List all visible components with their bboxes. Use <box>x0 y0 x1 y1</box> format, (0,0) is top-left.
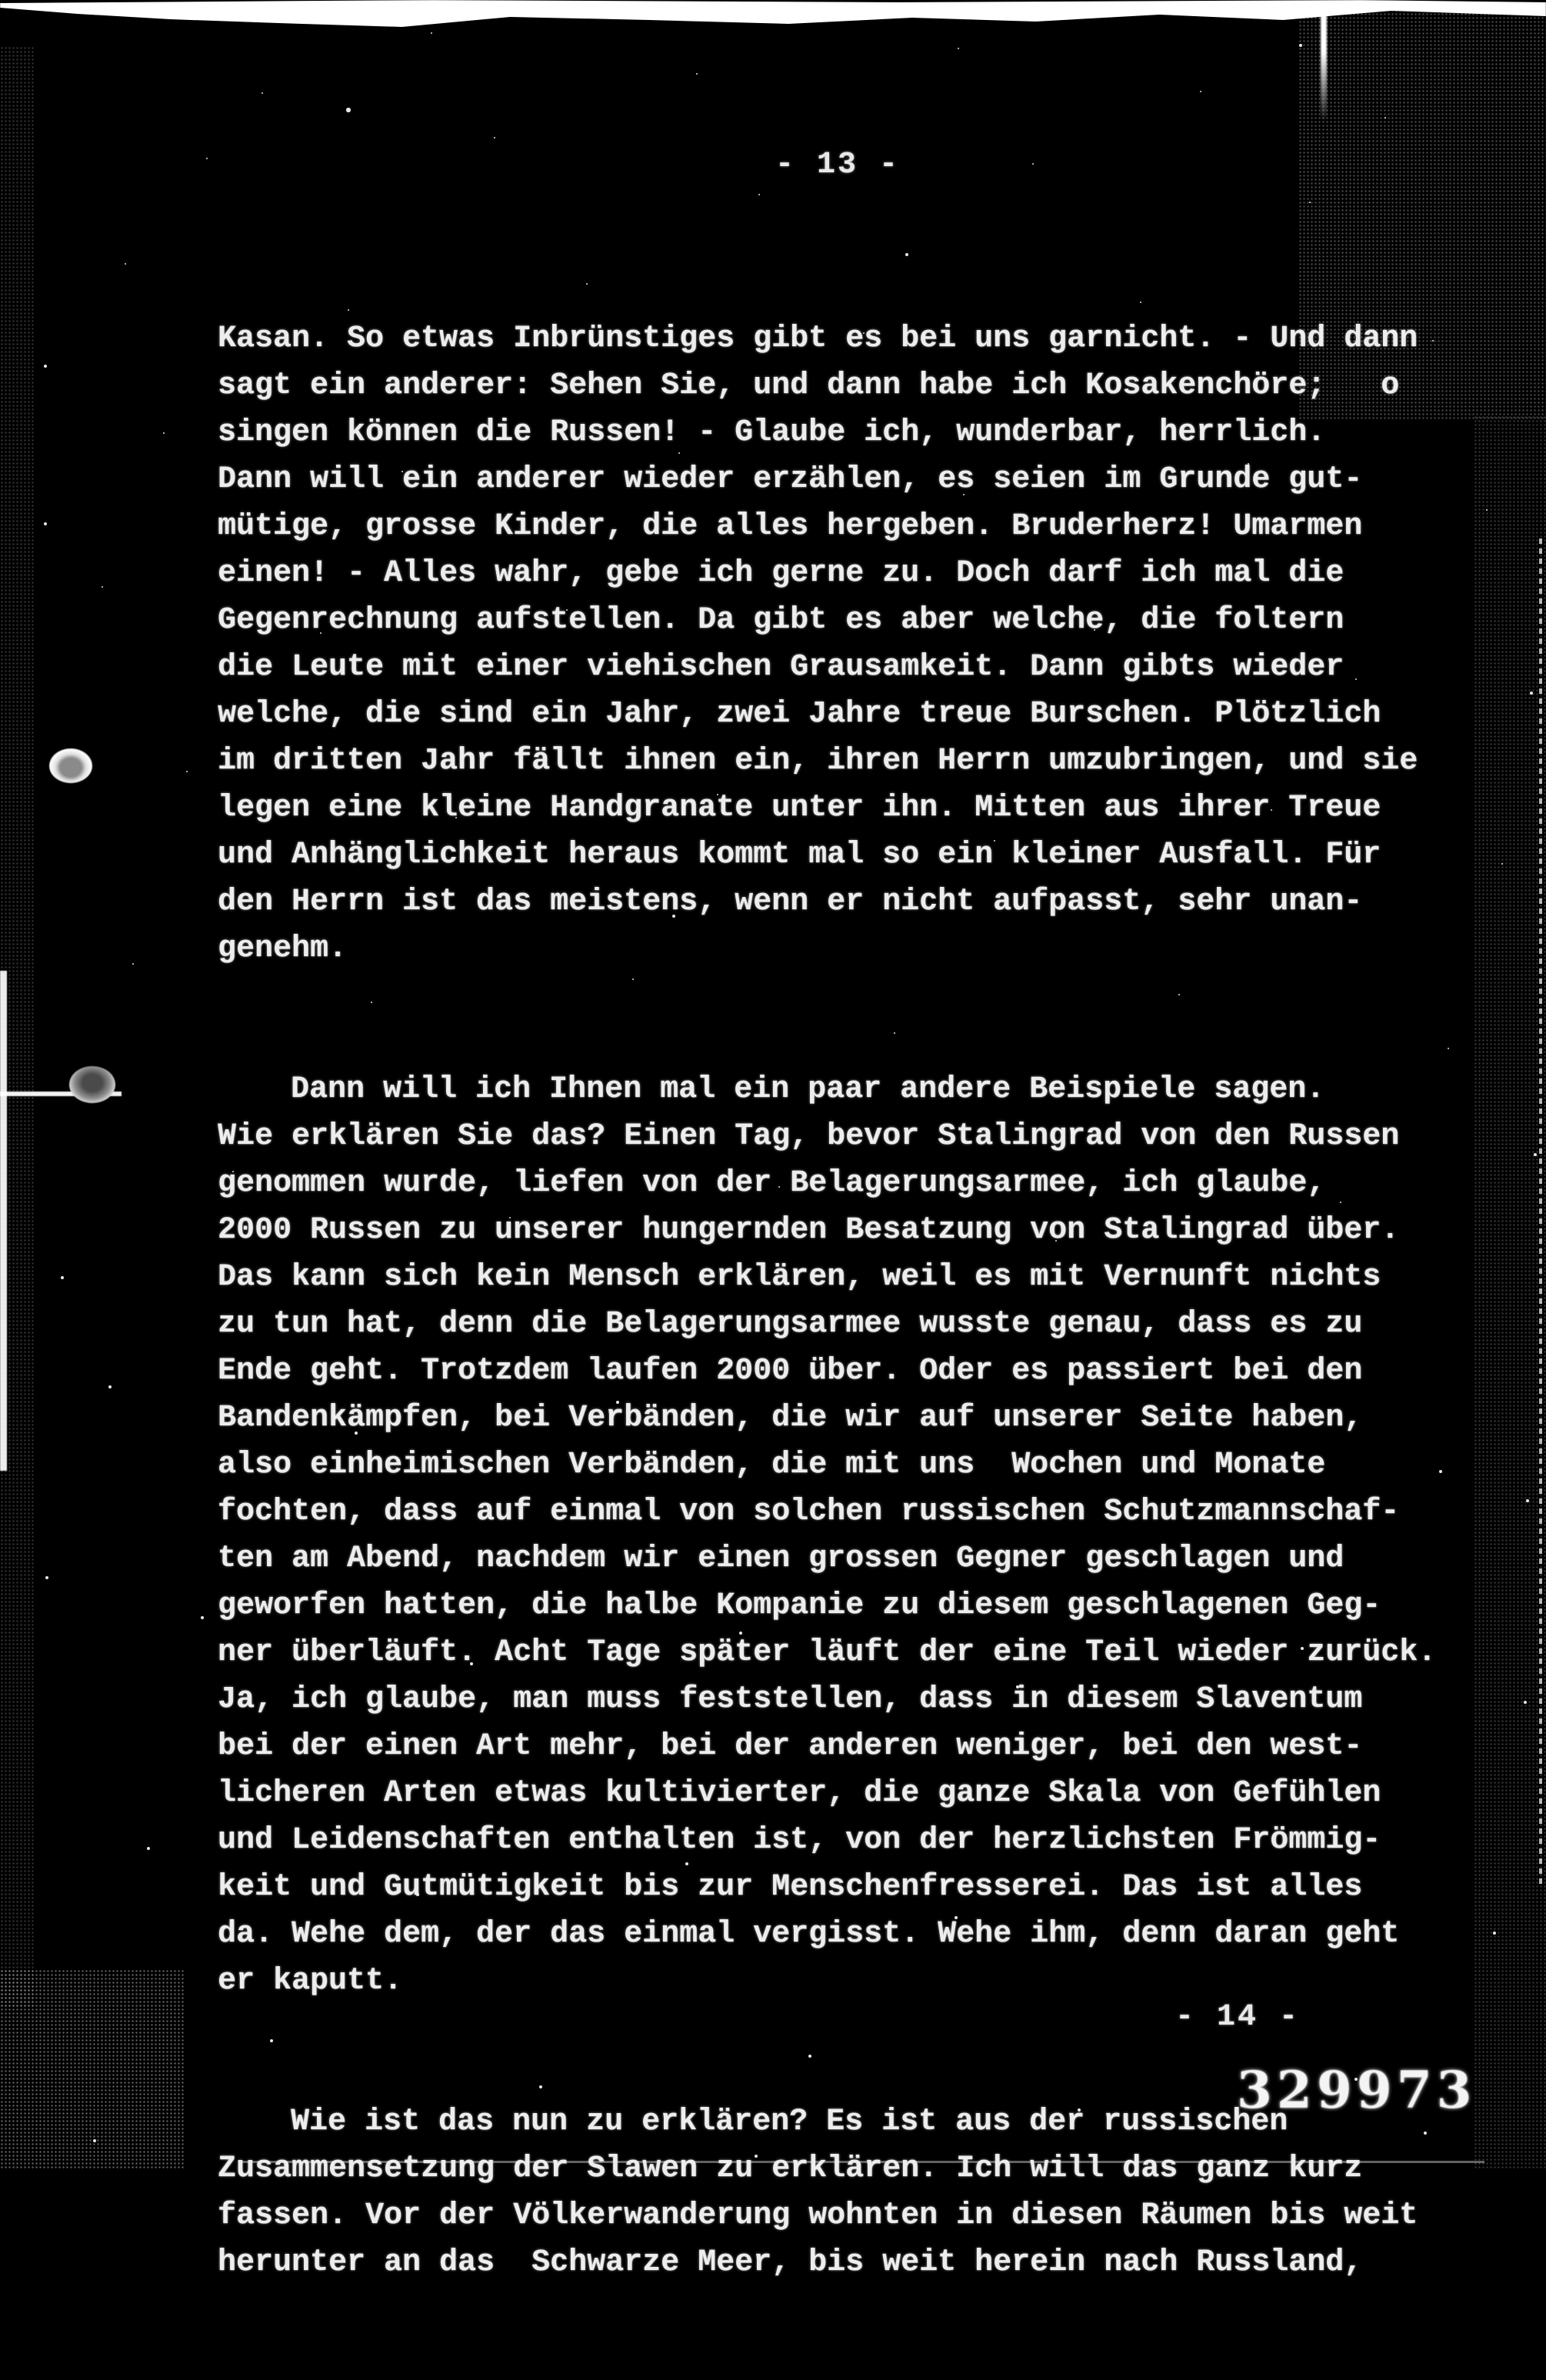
paragraph-1 <box>218 315 1510 972</box>
text-line: genommen wurde, liefen von der Belagerungsarmee, ich glaube, <box>218 1166 1326 1201</box>
text-line: Dann will ein anderer wieder erzählen, es seien im Grunde gut- <box>218 462 1363 497</box>
text-line: mütige, grosse Kinder, die alles hergeben. Bruderherz! Umarmen <box>218 509 1363 544</box>
text-line: herunter an das Schwarze Meer, bis weit herein nach Russland, <box>218 2245 1363 2280</box>
text-line: ten am Abend, nachdem wir einen grossen Gegner geschlagen und <box>218 1542 1344 1576</box>
text-line: geworfen hatten, die halbe Kompanie zu diesem geschlagenen Geg- <box>218 1588 1381 1623</box>
text-line: genehm. <box>218 932 348 966</box>
text-line: Gegenrechnung aufstellen. Da gibt es aber welche, die foltern <box>218 603 1344 638</box>
text-line: Ende geht. Trotzdem laufen 2000 über. Oder es passiert bei den <box>218 1354 1363 1388</box>
text-line: Ja, ich glaube, man muss feststellen, dass in diesem Slaventum <box>218 1682 1363 1717</box>
text-line: da. Wehe dem, der das einmal vergisst. Wehe ihm, denn daran geht <box>218 1917 1400 1952</box>
text-line: bei der einen Art mehr, bei der anderen weniger, bei den west- <box>218 1729 1363 1764</box>
text-line: also einheimischen Verbänden, die mit uns Wochen und Monate <box>218 1448 1326 1482</box>
text-line: fassen. Vor der Völkerwanderung wohnten in diesen Räumen bis weit <box>218 2198 1418 2233</box>
text-line: im dritten Jahr fällt ihnen ein, ihren Herrn umzubringen, und sie <box>218 744 1418 778</box>
text-line: keit und Gutmütigkeit bis zur Menschenfresserei. Das ist alles <box>218 1870 1363 1905</box>
text-line: Bandenkämpfen, bei Verbänden, die wir auf unserer Seite haben, <box>218 1401 1363 1435</box>
punch-hole-top <box>49 748 92 783</box>
text-line: Kasan. So etwas Inbrünstiges gibt es bei uns garnicht. - Und dann <box>218 322 1418 356</box>
page-number-top: - 13 - <box>775 148 901 182</box>
text-line: Wie ist das nun zu erklären? Es ist aus der russischen <box>291 2105 1288 2139</box>
text-line: legen eine kleine Handgranate unter ihn. Mitten aus ihrer Treue <box>218 791 1381 825</box>
paragraph-3 <box>218 2098 1510 2286</box>
scan-noise-bottom-left <box>0 1969 185 2168</box>
scan-edge-line-left <box>0 971 7 1471</box>
text-line: und Anhänglichkeit heraus kommt mal so ein kleiner Ausfall. Für <box>218 838 1381 872</box>
document-text <box>218 222 1510 2380</box>
text-line: singen können die Russen! - Glaube ich, wunderbar, herrlich. <box>218 415 1326 450</box>
text-line: einen! - Alles wahr, gebe ich gerne zu. Doch darf ich mal die <box>218 556 1344 591</box>
text-line: die Leute mit einer viehischen Grausamkeit. Dann gibts wieder <box>218 650 1344 685</box>
page-number-bottom: - 14 - <box>1175 2000 1301 2035</box>
text-line: welche, die sind ein Jahr, zwei Jahre treue Burschen. Plötzlich <box>218 697 1381 732</box>
text-line: und Leidenschaften enthalten ist, von der herzlichsten Frömmig- <box>218 1823 1381 1858</box>
text-line: ner überläuft. Acht Tage später läuft der eine Teil wieder zurück. <box>218 1635 1437 1670</box>
punch-hole-bottom <box>69 1066 115 1103</box>
archive-stamp-number: 329973 <box>1237 2060 1477 2120</box>
scan-edge-line-right <box>1539 538 1542 1885</box>
text-line: Wie erklären Sie das? Einen Tag, bevor Stalingrad von den Russen <box>218 1119 1400 1154</box>
text-line: den Herrn ist das meistens, wenn er nicht aufpasst, sehr unan- <box>218 885 1363 919</box>
text-line: Das kann sich kein Mensch erklären, weil es mit Vernunft nichts <box>218 1260 1381 1295</box>
text-line: Dann will ich Ihnen mal ein paar andere Beispiele sagen. <box>291 1072 1325 1107</box>
scan-specks <box>0 0 2 2</box>
text-line: zu tun hat, denn die Belagerungsarmee wusste genau, dass es zu <box>218 1307 1363 1342</box>
text-line: 2000 Russen zu unserer hungernden Besatzung von Stalingrad über. <box>218 1213 1400 1248</box>
text-line: fochten, dass auf einmal von solchen russischen Schutzmannschaf- <box>218 1495 1400 1529</box>
text-line: sagt ein anderer: Sehen Sie, und dann habe ich Kosakenchöre; o <box>218 368 1400 403</box>
text-line: Zusammensetzung der Slawen zu erklären. Ich will das ganz kurz <box>218 2152 1363 2186</box>
paragraph-2 <box>218 1066 1510 2005</box>
text-line: licheren Arten etwas kultivierter, die ganze Skala von Gefühlen <box>218 1776 1381 1811</box>
text-line: er kaputt. <box>218 1964 403 1998</box>
